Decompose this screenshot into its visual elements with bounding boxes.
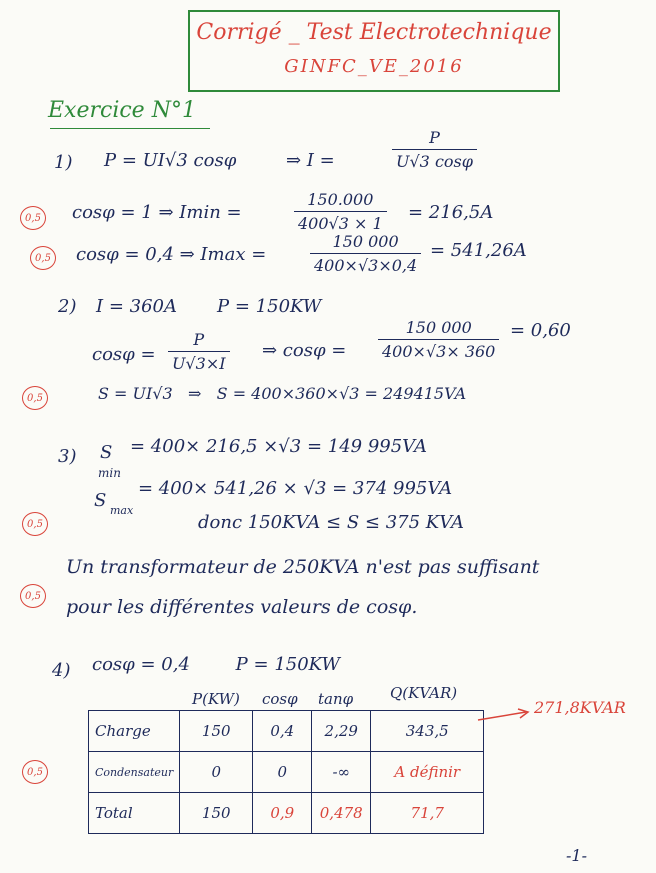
table-cell: 0,478 [312,793,371,834]
table-cell: 2,29 [312,711,371,752]
q3-smax-sub: max [110,504,134,517]
table-cell: 150 [180,793,253,834]
table-row [89,752,484,793]
q1-line-a-den: 400√3 × 1 [298,214,383,233]
power-table [88,710,484,834]
q2-cos-mid: ⇒ cosφ = [262,340,347,361]
table-header-cos: cosφ [262,690,298,708]
q3-range: donc 150KVA ≤ S ≤ 375 KVA [198,512,465,533]
fraction-bar [294,211,387,212]
q1-line-b-left: cosφ = 0,4 ⇒ Imax = [76,244,267,265]
q2-s-line: S = UI√3 ⇒ S = 400×360×√3 = 249415VA [98,384,467,403]
fraction-bar [392,149,477,150]
table-row [89,711,484,752]
q1-line-b-num: 150 000 [332,232,399,251]
fraction-bar [310,253,421,254]
grade-mark: 0,5 [20,206,46,230]
q1-line-a-result: = 216,5A [408,202,494,223]
q1-frac-den: U√3 cosφ [396,152,473,171]
table-cell: Total [89,793,180,834]
q2-cos-left: cosφ = [92,344,156,365]
grade-mark: 0,5 [22,386,48,410]
grade-mark: 0,5 [30,246,56,270]
q4-given: cosφ = 0,4 P = 150KW [92,654,340,675]
q2-given: I = 360A P = 150KW [96,296,322,317]
table-cell: 150 [180,711,253,752]
fraction-bar [168,351,230,352]
table-cell: Condensateur [89,752,180,793]
table-header-p: P(KW) [192,690,240,708]
table-cell: 343,5 [371,711,484,752]
fraction-bar [378,339,499,340]
q3-smax-line: = 400× 541,26 × √3 = 374 995VA [138,478,453,499]
q1-fraction [392,128,477,171]
q1-implies: ⇒ I = [286,150,335,171]
q2-cos2-den: 400×√3× 360 [382,342,496,361]
heading-underline [50,128,210,129]
table-cell: 0 [253,752,312,793]
title-line-1: Corrigé _ Test Electrotechnique [196,20,552,45]
q1-line-a-fraction [294,190,387,233]
table-cell: A définir [371,752,484,793]
q1-line-b-den: 400×√3×0,4 [314,256,418,275]
q2-cos2-fraction [378,318,499,361]
q2-cos-fraction [168,330,230,373]
title-line-2: GINFC_VE_2016 [284,56,464,77]
q3-smin-sub: min [98,466,121,480]
q2-cos-den: U√3×I [172,354,226,373]
q4-number: 4) [52,660,71,681]
grade-mark: 0,5 [20,584,46,608]
q1-line-a-num: 150.000 [307,190,374,209]
table-cell: 0,9 [253,793,312,834]
q3-conclusion-1: Un transformateur de 250KVA n'est pas suffisant [66,556,540,578]
q1-number: 1) [54,152,73,173]
q4-annotation: 271,8KVAR [534,698,626,717]
table-cell: -∞ [312,752,371,793]
table-cell: 71,7 [371,793,484,834]
q1-line-a-left: cosφ = 1 ⇒ Imin = [72,202,242,223]
table-header-q: Q(KVAR) [390,684,458,702]
q3-conclusion-2: pour les différentes valeurs de cosφ. [66,596,418,618]
arrow-right-icon [476,708,532,724]
q2-cos2-num: 150 000 [405,318,472,337]
table-cell: 0 [180,752,253,793]
title-box [188,10,560,92]
table-cell: Charge [89,711,180,752]
grade-mark: 0,5 [22,512,48,536]
q1-line-b-result: = 541,26A [430,240,527,261]
table-cell: 0,4 [253,711,312,752]
q3-smin-label: S [100,442,113,463]
q3-number: 3) [58,446,77,467]
q1-formula: P = UI√3 cosφ [104,150,237,171]
q2-cos-num: P [193,330,205,349]
q3-smax-label: S [94,490,107,511]
grade-mark: 0,5 [22,760,48,784]
q1-line-b-fraction [310,232,421,275]
table-header-tan: tanφ [318,690,354,708]
exercise-heading: Exercice N°1 [48,98,196,123]
q2-cos-result: = 0,60 [510,320,571,341]
q1-frac-num: P [429,128,440,147]
q2-number: 2) [58,296,77,317]
page-number: -1- [566,846,587,865]
q3-smin-line: = 400× 216,5 ×√3 = 149 995VA [130,436,427,457]
table-row [89,793,484,834]
